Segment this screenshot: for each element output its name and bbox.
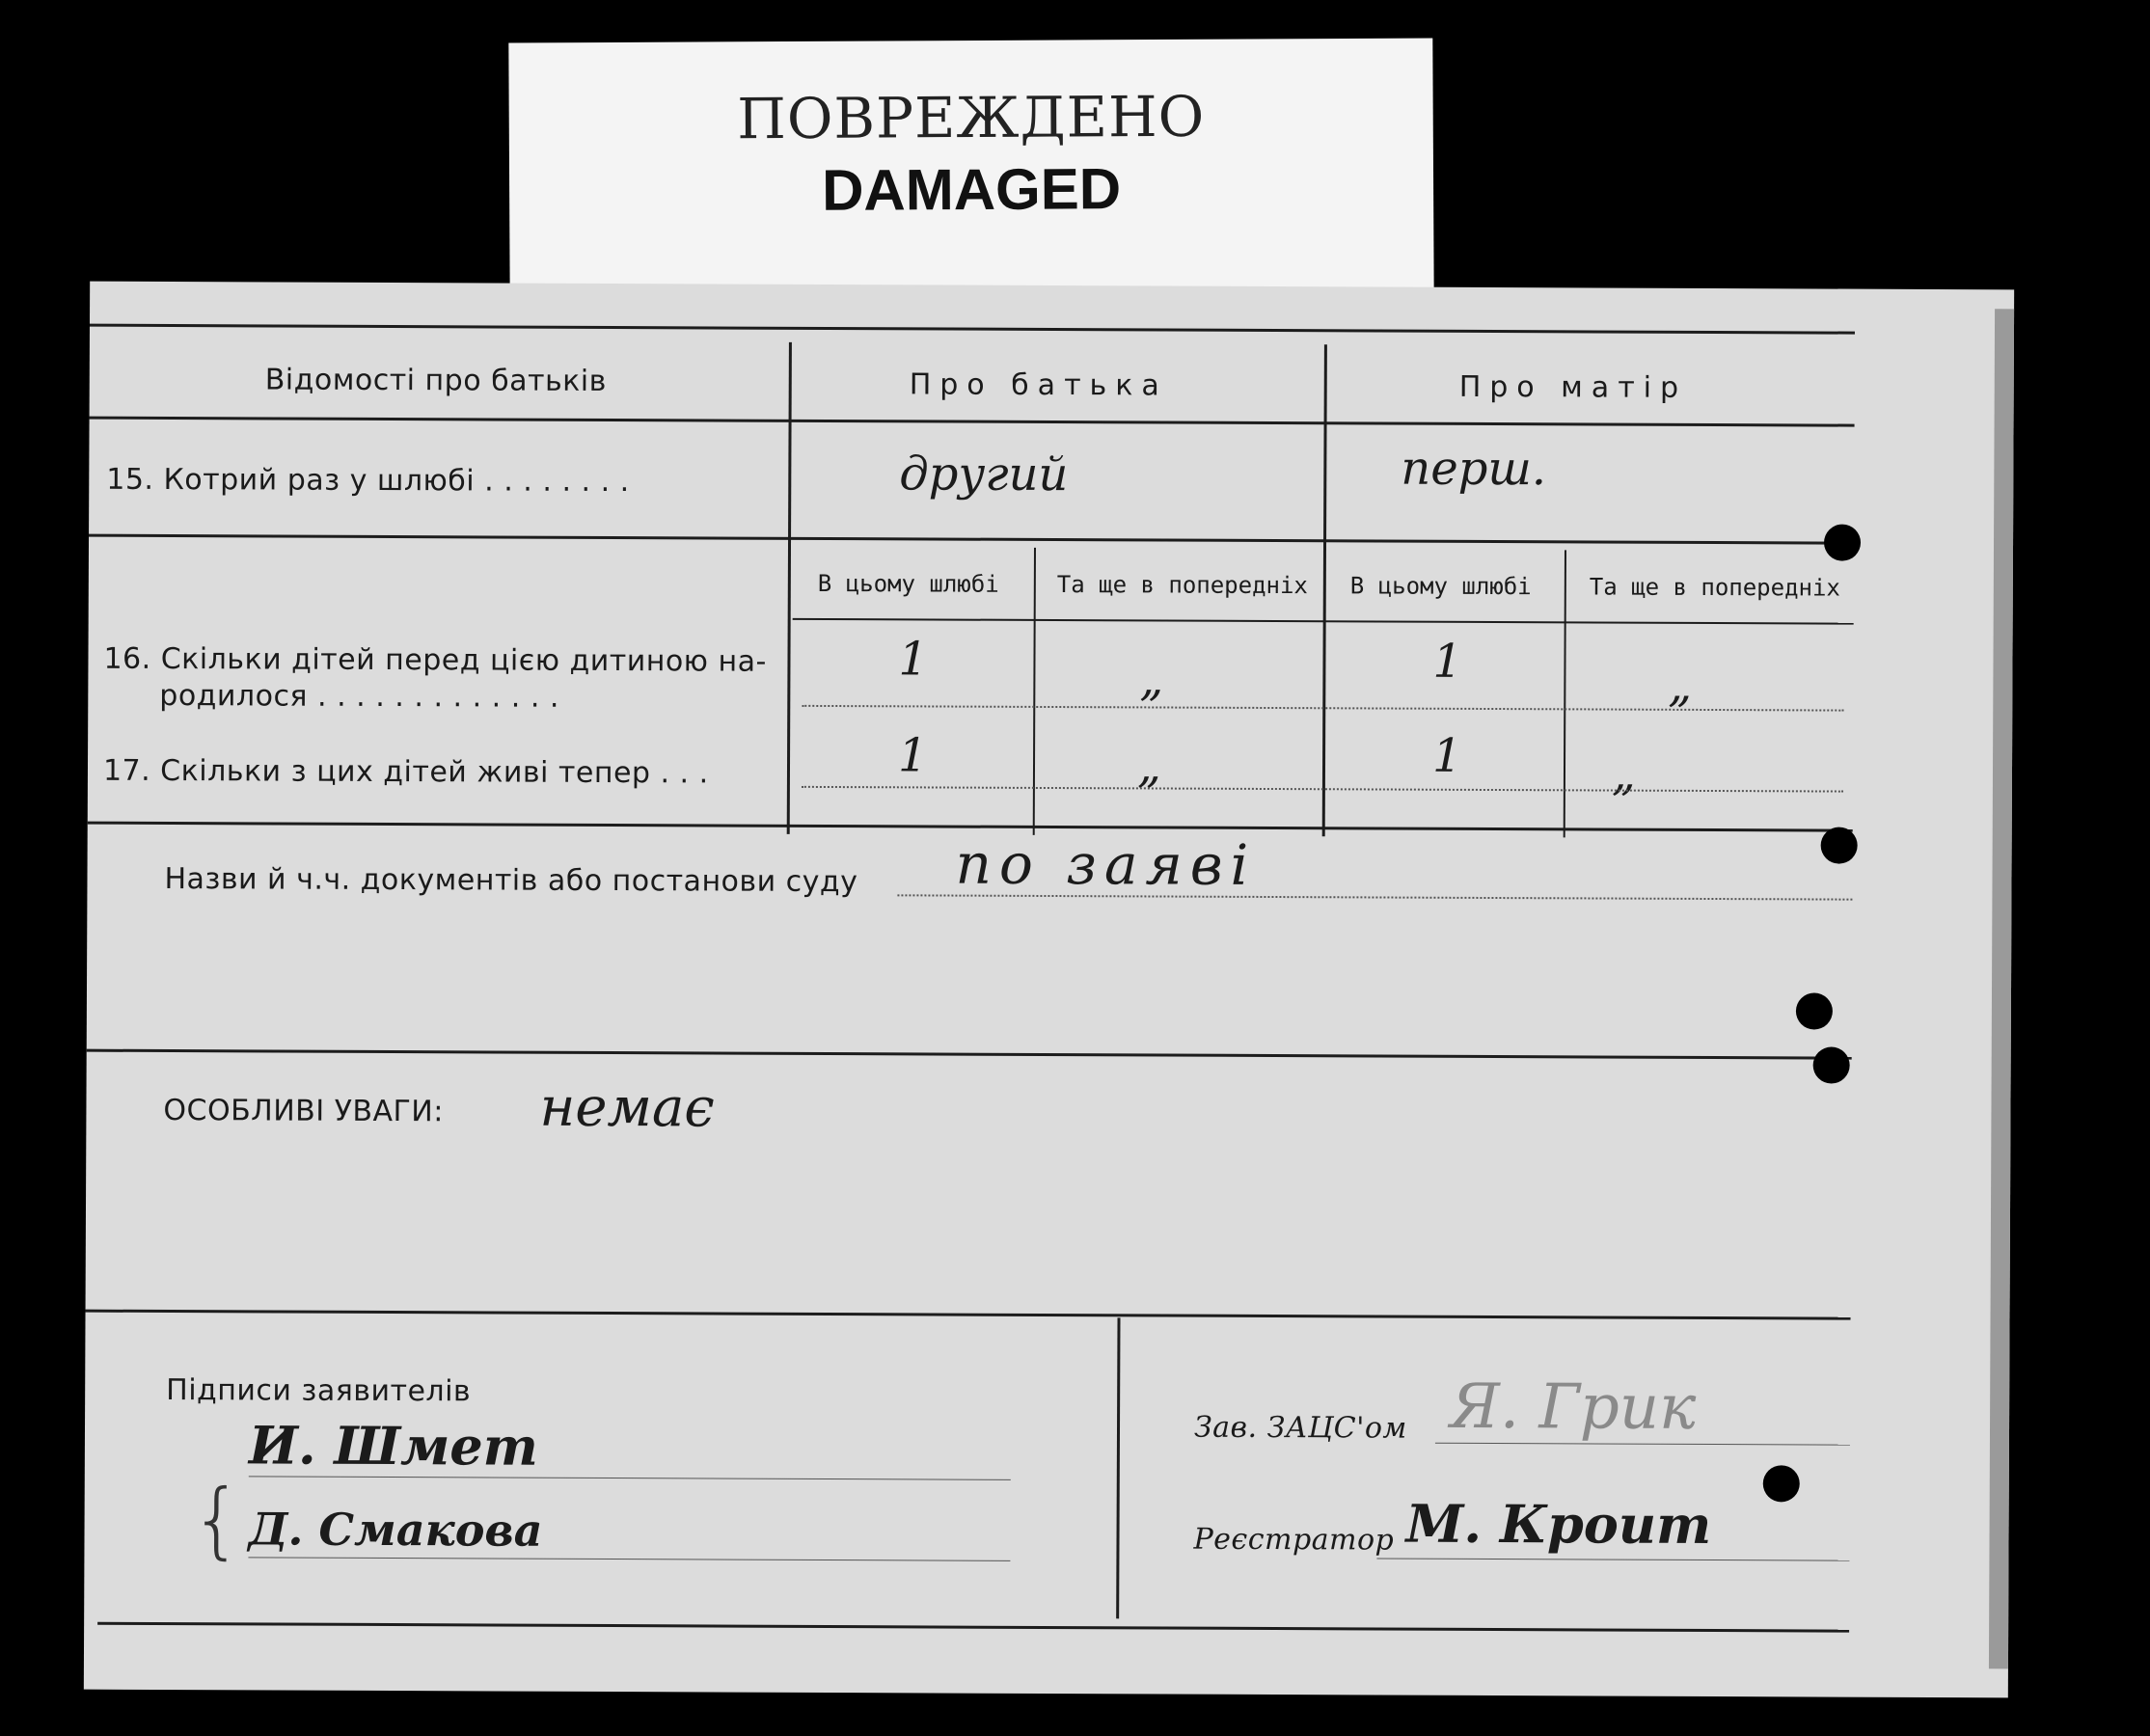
sub-divider-1 [1033,548,1036,835]
applicants-brace: { [190,1472,245,1569]
registrar-line [1376,1558,1849,1560]
row15-rule [89,534,1854,545]
header-rule [90,417,1855,427]
row17-label: 17. Скільки з цих дітей живі тепер . . . [102,753,709,791]
col-divider-2 [1322,344,1327,836]
punch-hole [1813,1046,1850,1083]
damaged-label-ukr: ПОВРЕЖДЕНО [737,83,1206,152]
row16-father-previous: „ [1139,652,1164,707]
row17-father-previous: „ [1136,739,1162,794]
top-rule [90,324,1855,335]
applicants-label: Підписи заявителів [166,1373,472,1409]
punch-hole [1821,827,1858,863]
sub-father-this: В цьому шлюбі [817,569,999,598]
sub-divider-2 [1564,550,1566,837]
head-signature: Я. Грик [1449,1370,1697,1444]
applicant2-line [248,1557,1010,1560]
head-label: Зав. ЗАЦС'ом [1193,1410,1407,1446]
documents-value: по заяві [955,830,1257,898]
header-mother: Про матір [1458,369,1688,405]
col-divider-1 [787,342,792,834]
remarks-rule [86,1310,1851,1320]
sub-mother-previous: Та ще в попередніх [1589,573,1840,602]
registry-card [84,282,2014,1698]
applicant1-signature: И. Шмет [248,1414,539,1478]
row16-label-line1: 16. Скільки дітей перед цією дитиною на- [103,641,767,679]
damaged-label [508,38,1433,301]
sub-father-previous: Та ще в попередніх [1056,571,1308,600]
documents-rule [87,1049,1852,1060]
header-father: Про батька [909,367,1168,403]
documents-dotted-line [897,894,1852,900]
row15-mother-value: перш. [1401,441,1547,497]
row16-label-line2: родилося . . . . . . . . . . . . . [159,678,560,715]
head-line [1435,1443,1850,1446]
applicant1-line [249,1476,1011,1479]
header-title: Відомості про батьків [264,363,607,398]
remarks-value: немає [539,1075,715,1140]
punch-hole [1796,992,1833,1029]
registrar-signature: М. Кроит [1405,1492,1712,1557]
damaged-label-eng: DAMAGED [821,156,1122,223]
row17-mother-this: 1 [1431,728,1462,783]
registrar-label: Реєстратор [1193,1522,1395,1558]
card-edge-shadow [1989,309,2014,1668]
row15-label: 15. Котрий раз у шлюбі . . . . . . . . [106,462,630,500]
row17-mother-previous: „ [1611,746,1636,801]
row15-father-value: другий [899,447,1069,502]
bottom-rule [97,1622,1849,1633]
row16-father-this: 1 [898,632,929,687]
remarks-label: ОСОБЛИВІ УВАГИ: [163,1093,444,1129]
sub-mother-this: В цьому шлюбі [1349,572,1532,601]
signature-divider [1116,1317,1120,1618]
row17-father-this: 1 [897,728,928,783]
row16-mother-this: 1 [1432,634,1463,689]
applicant2-signature: Д. Смакова [248,1503,543,1557]
documents-label: Назви й ч.ч. документів або постанови суду [164,861,858,900]
punch-hole [1763,1465,1800,1502]
punch-hole [1824,525,1861,561]
row16-mother-previous: „ [1668,658,1693,713]
